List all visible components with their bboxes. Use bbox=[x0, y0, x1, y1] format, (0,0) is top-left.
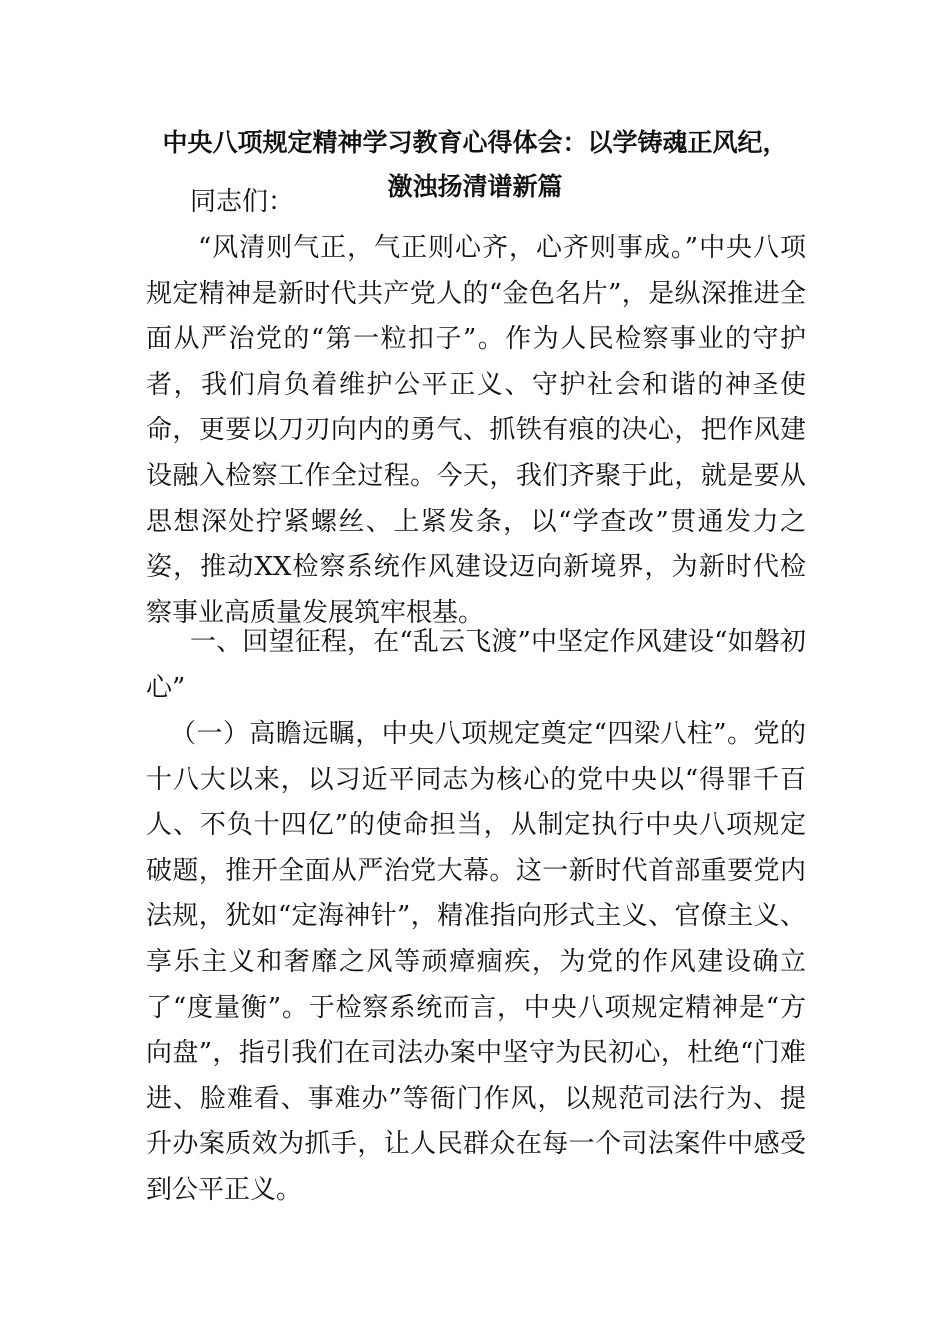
section-heading-1: 一、回望征程，在“乱云飞渡”中坚定作风建设“如磐初心” bbox=[146, 627, 806, 703]
paragraph-intro: “风清则气正，气正则心齐，心齐则事成。”中央八项规定精神是新时代共产党人的“金色名片”，是纵深推进全面从严治党的“第一粒扣子”。作为人民检察事业的守护者，我们肩负着维护公平正义、守护社会和谐的神圣使命，更要以刀刃向内的勇气、抓铁有痕的决心，把作风建设融入检察工作全过程。今天，我们齐聚于此，就是要从思想深处拧紧螺丝、上紧发条，以“学查改”贯通发力之姿，推动XX检察系统作风建设迈向新境界，为新时代检察事业高质量发展筑牢根基。 bbox=[146, 233, 806, 628]
paragraph-section-1-1: （一）高瞻远瞩，中央八项规定奠定“四梁八柱”。党的十八大以来，以习近平同志为核心的党中央以“得罪千百人、不负十四亿”的使命担当，从制定执行中央八项规定破题，推开全面从严治党大幕。这一新时代首部重要党内法规，犹如“定海神针”，精准指向形式主义、官僚主义、享乐主义和奢靡之风等顽瘴痼疾，为党的作风建设确立了“度量衡”。于检察系统而言，中央八项规定精神是“方向盘”，指引我们在司法办案中坚守为民初心，杜绝“门难进、脸难看、事难办”等衙门作风，以规范司法行为、提升办案质效为抓手，让人民群众在每一个司法案件中感受到公平正义。 bbox=[146, 719, 806, 1205]
document-title-line-1: 中央八项规定精神学习教育心得体会：以学铸魂正风纪， bbox=[162, 128, 788, 157]
salutation: 同志们： bbox=[190, 187, 295, 217]
document-title-line-2: 激浊扬清谱新篇 bbox=[387, 172, 563, 201]
